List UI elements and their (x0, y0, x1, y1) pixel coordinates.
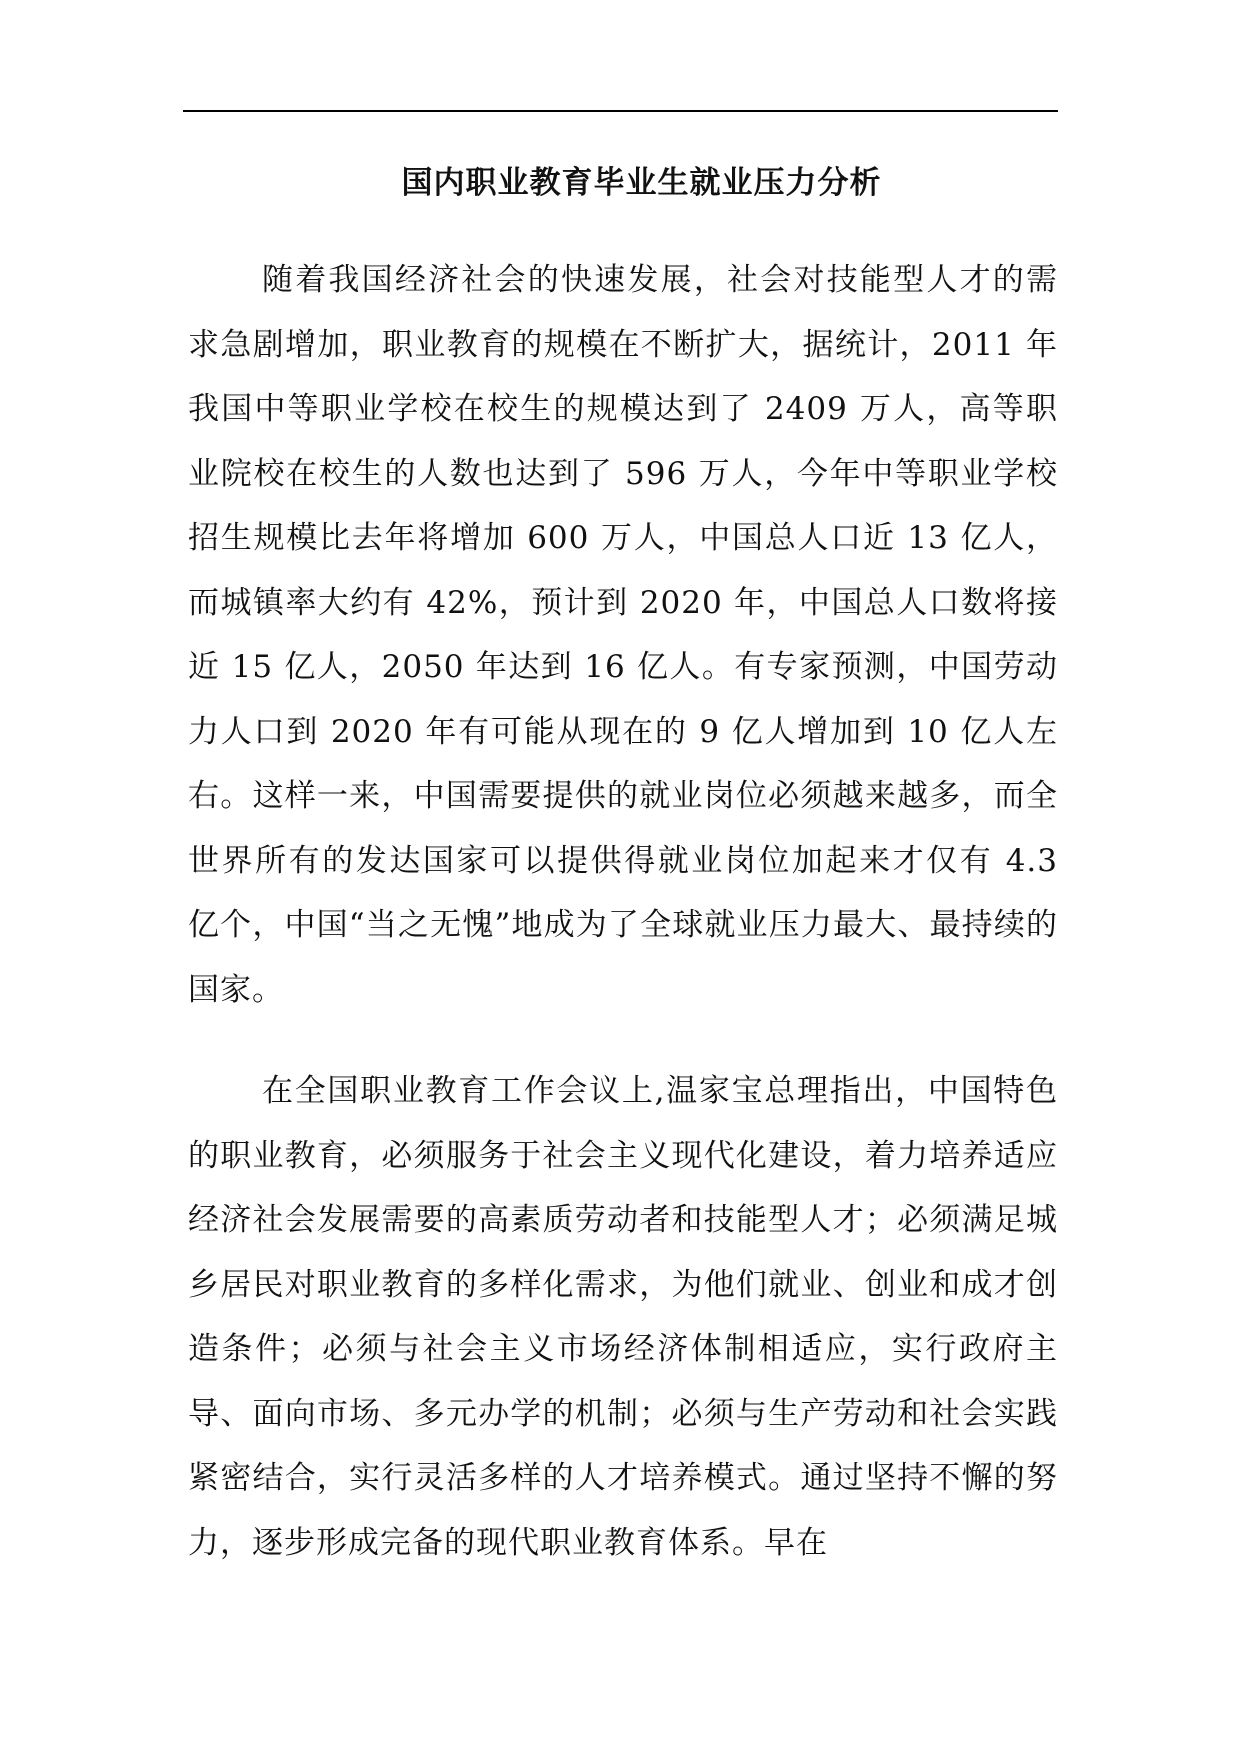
header-rule (183, 110, 1058, 112)
paragraph-1: 随着我国经济社会的快速发展，社会对技能型人才的需求急剧增加，职业教育的规模在不断扩大，据统计，2011 年我国中等职业学校在校生的规模达到了 2409 万人，高等职业院校在校生的人数也达到了 596 万人，今年中等职业学校招生规模比去年将增加 600 万人，中国总人口近 13 亿人，而城镇率大约有 42%，预计到 2020 年，中国总人口数将接近 15 亿人，2050 年达到 16 亿人。有专家预测，中国劳动力人口到 2020 年有可能从现在的 9 亿人增加到 10 亿人左右。这样一来，中国需要提供的就业岗位必须越来越多，而全世界所有的发达国家可以提供得就业岗位加起来才仅有 4.3 亿个，中国“当之无愧”地成为了全球就业压力最大、最持续的国家。 (188, 262, 1058, 1008)
paragraph-2: 在全国职业教育工作会议上,温家宝总理指出，中国特色的职业教育，必须服务于社会主义现代化建设，着力培养适应经济社会发展需要的高素质劳动者和技能型人才；必须满足城乡居民对职业教育的多样化需求，为他们就业、创业和成才创造条件；必须与社会主义市场经济体制相适应，实行政府主导、面向市场、多元办学的机制；必须与生产劳动和社会实践紧密结合，实行灵活多样的人才培养模式。通过坚持不懈的努力，逐步形成完备的现代职业教育体系。早在 (188, 1073, 1058, 1561)
document-title: 国内职业教育毕业生就业压力分析 (401, 165, 882, 201)
